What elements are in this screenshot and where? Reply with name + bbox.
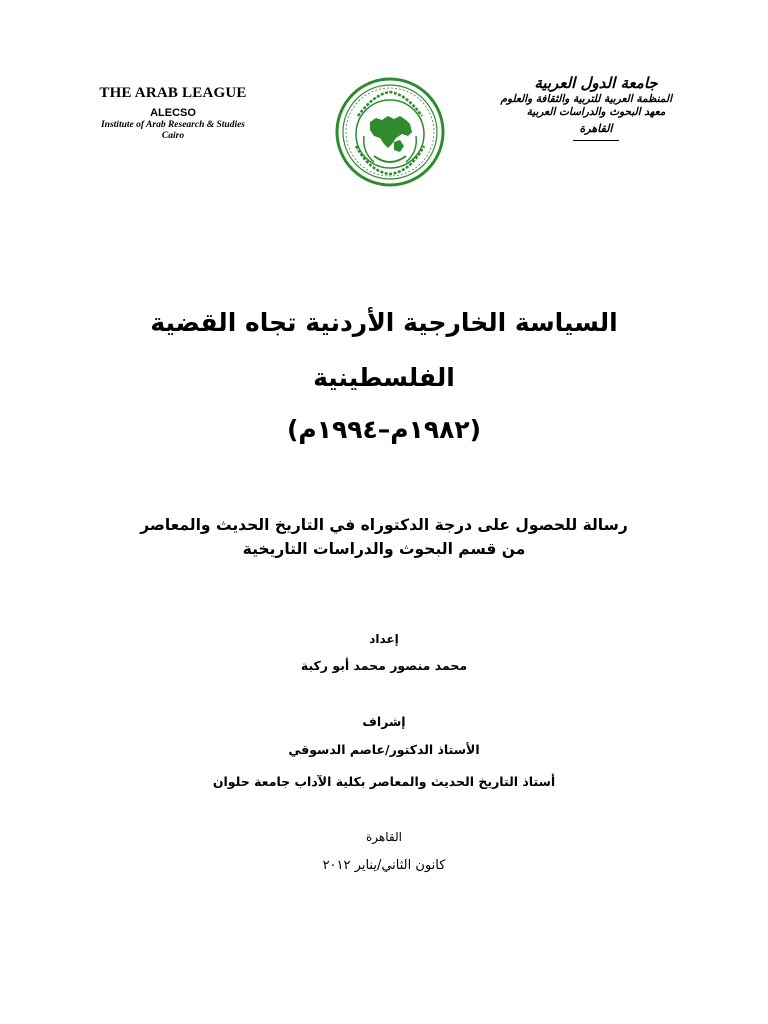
degree-statement-line-2: من قسم البحوث والدراسات التاريخية <box>242 540 526 558</box>
supervisor-name: الأستاذ الدكتور/عاصم الدسوقي <box>288 742 480 757</box>
header-arabic-block <box>500 74 672 141</box>
city-english: Cairo <box>161 131 185 141</box>
submission-date: كانون الثاني/يناير ٢٠١٢ <box>322 858 446 873</box>
prepared-by-label: إعداد <box>369 632 399 646</box>
arab-league-title: THE ARAB LEAGUE <box>99 85 247 101</box>
thesis-title-line-1: السياسة الخارجية الأردنية تجاه القضية <box>150 308 618 337</box>
arab-league-seal-icon <box>334 76 446 188</box>
city-footer: القاهرة <box>366 830 402 844</box>
thesis-title-years: (١٩٨٢م–١٩٩٤م) <box>286 415 482 444</box>
arab-league-arabic: جامعة الدول العربية <box>534 74 658 92</box>
degree-statement-line-1: رسالة للحصول على درجة الدكتوراه في التاريخ الحديث والمعاصر <box>140 516 628 534</box>
institute-name-english: Institute of Arab Research & Studies <box>100 120 246 130</box>
alecso-label: ALECSO <box>150 107 196 119</box>
supervision-label: إشراف <box>362 714 406 729</box>
supervisor-position: أستاذ التاريخ الحديث والمعاصر بكلية الآداب جامعة حلوان <box>212 774 556 789</box>
city-arabic-header: القاهرة <box>579 122 613 135</box>
institute-name-arabic: معهد البحوث والدراسات العربية <box>526 106 666 118</box>
header-english-block <box>98 84 248 142</box>
thesis-title-line-2: الفلسطينية <box>313 363 455 392</box>
alecso-arabic: المنظمة العربية للتربية والثقافة والعلوم <box>500 93 672 105</box>
author-name: محمد منصور محمد أبو ركبة <box>300 658 468 673</box>
header-underline <box>573 140 619 141</box>
